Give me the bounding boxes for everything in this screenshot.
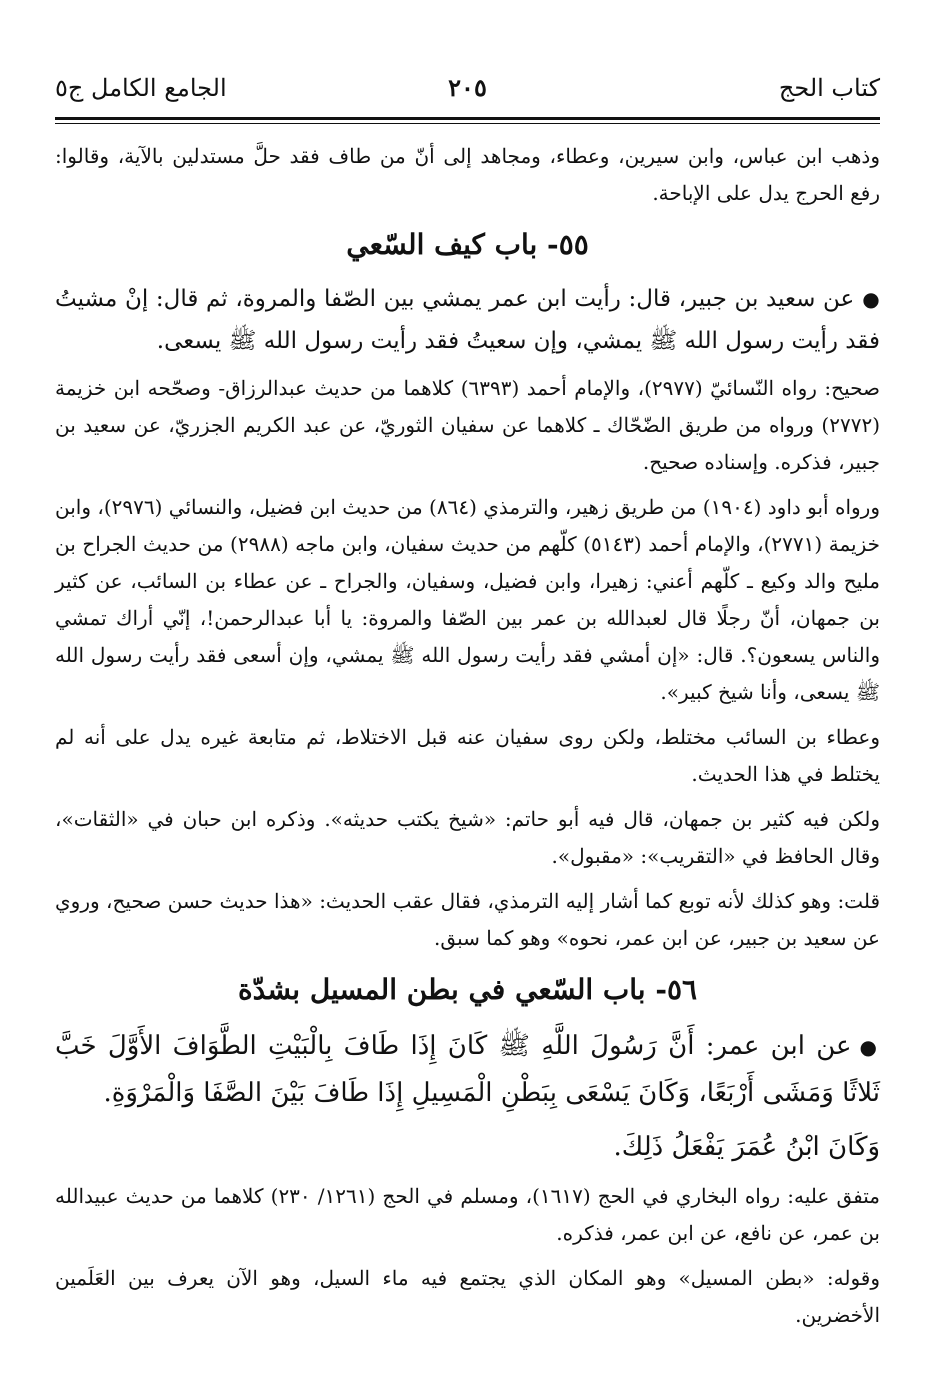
header-rule-thin (55, 123, 880, 124)
hadith-continuation: وَكَانَ ابْنُ عُمَرَ يَفْعَلُ ذَلِكَ. (613, 1132, 880, 1162)
paragraph: وقوله: «بطن المسيل» وهو المكان الذي يجتمع فيه ماء السيل، وهو الآن يعرف بين العَلَمين الأخضرين. (55, 1266, 880, 1327)
running-header (55, 72, 880, 108)
paragraph: وعطاء بن السائب مختلط، ولكن روى سفيان عنه قبل الاختلاط، ثم متابعة غيره يدل على أنه لم يختلط في هذا الحديث. (55, 725, 880, 786)
header-rule (55, 117, 880, 120)
paragraph: وذهب ابن عباس، وابن سيرين، وعطاء، ومجاهد إلى أنّ من طاف فقد حلَّ مستدلين بالآية، وقالوا: رفع الحرج يدل على الإباحة. (55, 144, 880, 205)
page-body (55, 138, 880, 1342)
bullet-icon: ● (859, 1035, 881, 1059)
section-heading: ٥٥- باب كيف السّعي (346, 228, 589, 261)
section-heading: ٥٦- باب السّعي في بطن المسيل بشدّة (237, 973, 698, 1006)
page-number: ٢٠٥ (448, 73, 487, 102)
paragraph: متفق عليه: رواه البخاري في الحج (١٦١٧)، ومسلم في الحج (١٢٦١/ ٢٣٠) كلاهما من حديث عبيدالله بن عمر، عن نافع، عن ابن عمر، فذكره. (55, 1184, 880, 1245)
hadith-paragraph (55, 1023, 880, 1116)
paragraph: قلت: وهو كذلك لأنه توبع كما أشار إليه الترمذي، فقال عقب الحديث: «هذا حديث حسن صحيح، وروي عن سعيد بن جبير، عن ابن عمر، نحوه» وهو كما سبق. (55, 889, 880, 950)
paragraph: ورواه أبو داود (١٩٠٤) من طريق زهير، والترمذي (٨٦٤) من حديث ابن فضيل، والنسائي (٢٩٧٦)، وابن خزيمة (٢٧٧١)، والإمام أحمد (٥١٤٣) كلّهم من حديث سفيان، وابن ماجه (٢٩٨٨) من حديث الجراح بن مليح والد وكيع ـ كلّهم أعني: زهيرا، وابن فضيل، وسفيان، والجراح ـ عن عطاء بن السائب، عن كثير بن جمهان، أنّ رجلًا قال لعبدالله بن عمر بين الصّفا والمروة: يا أبا عبدالرحمن!، إنّي أراك تمشي والناس يسعون؟. قال: «إن أمشي فقد رأيت رسول الله ﷺ يمشي، وإن أسعى فقد رأيت رسول الله ﷺ يسعى، وأنا شيخ كبير». (55, 495, 880, 704)
paragraph: صحيح: رواه النّسائيّ (٢٩٧٧)، والإمام أحمد (٦٣٩٣) كلاهما من حديث عبدالرزاق- وصحّحه ابن خزيمة (٢٧٧٢) ورواه من طريق الضّحّاك ـ كلاهما عن سفيان الثوريّ، عن عبد الكريم الجزريّ، عن سعيد بن جبير، فذكره. وإسناده صحيح. (55, 376, 880, 474)
hadith-text: عن سعيد بن جبير، قال: رأيت ابن عمر يمشي بين الصّفا والمروة، ثم قال: إنْ مشيتُ فقد رأيت رسول الله ﷺ يمشي، وإن سعيتُ فقد رأيت رسول الله ﷺ يسعى. (55, 286, 880, 354)
book-title: الجامع الكامل ج٥ (55, 74, 227, 102)
bullet-icon: ● (862, 287, 881, 311)
paragraph: ولكن فيه كثير بن جمهان، قال فيه أبو حاتم: «شيخ يكتب حديثه». وذكره ابن حبان في «الثقات»، وقال الحافظ في «التقريب»: «مقبول». (55, 807, 880, 868)
hadith-paragraph (55, 278, 880, 362)
chapter-title: كتاب الحج (778, 74, 880, 102)
hadith-text: عن ابن عمر: أَنَّ رَسُولَ اللَّهِ ﷺ كَانَ إِذَا طَافَ بِالْبَيْتِ الطَّوَافَ الأَوَّلَ خَبَّ ثَلاثًا وَمَشَى أَرْبَعًا، وَكَانَ يَسْعَى بِبَطْنِ الْمَسِيلِ إِذَا طَافَ بَيْنَ الصَّفَا وَالْمَرْوَةِ. (55, 1031, 880, 1108)
